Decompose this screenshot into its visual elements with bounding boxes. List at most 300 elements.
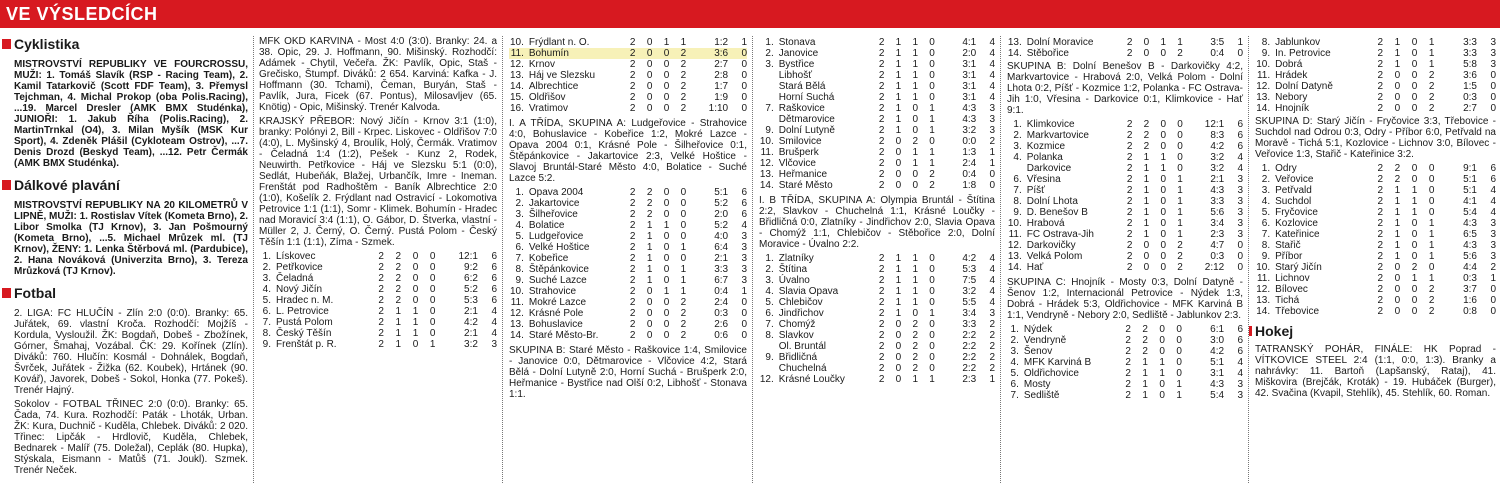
draws: 1 <box>1411 196 1418 207</box>
score: 6:7 <box>714 275 729 286</box>
wins: 1 <box>895 70 902 81</box>
points: 3 <box>1490 240 1496 251</box>
team-name: Bílovec <box>1275 284 1308 295</box>
position: 4. <box>1010 357 1019 368</box>
score: 3:1 <box>962 81 977 92</box>
draws: 1 <box>912 158 918 169</box>
column-6 <box>1248 36 1500 483</box>
table-row <box>1255 306 1496 317</box>
score: 3:2 <box>1210 152 1225 163</box>
table-row <box>1007 152 1243 163</box>
table-row <box>1007 368 1243 379</box>
played: 2 <box>1377 273 1384 284</box>
played: 2 <box>629 103 636 114</box>
losses: 0 <box>1176 368 1182 379</box>
table-row <box>1007 207 1243 218</box>
played: 2 <box>629 242 636 253</box>
position: 13. <box>759 169 774 180</box>
position: 8. <box>515 264 524 275</box>
played: 2 <box>878 59 885 70</box>
played: 2 <box>629 253 636 264</box>
table-row <box>509 308 747 319</box>
position: 3. <box>1010 346 1019 357</box>
points: 0 <box>1237 262 1243 273</box>
position <box>759 81 777 92</box>
losses: 1 <box>1177 196 1183 207</box>
score: 0:3 <box>1463 92 1477 103</box>
table-row <box>509 70 747 81</box>
score: 5:3 <box>464 295 478 306</box>
i-a-skupina-b-results: SKUPINA B: Staré Město - Raškovice 1:4, Smilovice - Janovice 0:0, Dětmarovice - Vlčovice 4:2, Stará Bělá - Dolní Lutyně 2:0, Horní Suchá - Brušperk 2:0, Heřmanice - Bystřice nad Olší 0:2, Libhošť - Stonava 1:1. <box>509 345 747 400</box>
played: 2 <box>629 92 636 103</box>
table-row <box>759 180 995 191</box>
points: 4 <box>989 37 995 48</box>
points: 0 <box>989 180 995 191</box>
points: 2 <box>989 352 995 363</box>
draws: 0 <box>1411 103 1418 114</box>
table-row <box>1007 37 1243 48</box>
wins: 0 <box>1143 262 1150 273</box>
points: 3 <box>1490 37 1496 48</box>
draws: 1 <box>663 37 670 48</box>
table-row <box>759 136 995 147</box>
table-row <box>1255 174 1496 185</box>
team-name: Vratimov <box>528 103 568 114</box>
table-row <box>759 297 995 308</box>
position: 9. <box>765 352 774 363</box>
team-name: Hnojník <box>1275 103 1310 114</box>
wins: 0 <box>646 70 653 81</box>
played: 2 <box>378 317 384 328</box>
table-row <box>1007 324 1243 335</box>
square-bullet-icon <box>1248 326 1252 336</box>
losses: 1 <box>1176 390 1182 401</box>
team-name: Krásné Pole <box>528 308 584 319</box>
losses: 0 <box>429 273 436 284</box>
i-b-skupina-c-table-part2 <box>1255 37 1496 114</box>
team-name: Slavia Opava <box>778 286 839 297</box>
score: 3:1 <box>962 70 977 81</box>
score: 4:2 <box>464 317 478 328</box>
score: 4:1 <box>962 37 977 48</box>
draws: 0 <box>663 330 670 341</box>
draws: 0 <box>1160 48 1166 59</box>
team-name: Úvalno <box>778 275 810 286</box>
table-row <box>1007 141 1243 152</box>
losses: 2 <box>1428 284 1435 295</box>
draws: 0 <box>658 48 675 59</box>
square-bullet-icon <box>2 288 11 298</box>
losses: 1 <box>1177 185 1183 196</box>
team-name: Oldřišov <box>528 92 566 103</box>
position: 13. <box>1256 295 1271 306</box>
table-row <box>759 81 995 92</box>
draws: 0 <box>412 273 419 284</box>
played: 2 <box>1125 335 1131 346</box>
team-name: Šenov <box>1023 346 1053 357</box>
draws: 0 <box>1159 390 1165 401</box>
team-name: Krásné Loučky <box>778 374 845 385</box>
played: 2 <box>1126 37 1133 48</box>
position: 2. <box>1013 130 1022 141</box>
table-row <box>1007 218 1243 229</box>
table-row <box>759 330 995 341</box>
position: 8. <box>765 330 774 341</box>
draws: 1 <box>912 92 918 103</box>
played: 2 <box>1377 37 1384 48</box>
position: 12. <box>759 374 774 385</box>
losses: 0 <box>929 264 935 275</box>
wins: 0 <box>646 59 653 70</box>
wins: 0 <box>641 48 658 59</box>
points: 0 <box>1490 81 1496 92</box>
points: 6 <box>741 209 747 220</box>
played: 2 <box>1126 207 1133 218</box>
losses: 0 <box>429 328 436 339</box>
draws: 0 <box>1159 324 1165 335</box>
draws: 0 <box>1411 306 1418 317</box>
score: 2:2 <box>962 352 977 363</box>
losses: 0 <box>1176 357 1182 368</box>
score: 1:8 <box>962 180 977 191</box>
wins: 0 <box>895 352 902 363</box>
wins: 0 <box>895 158 902 169</box>
played: 2 <box>1377 163 1384 174</box>
played: 2 <box>1125 346 1131 357</box>
position: 14. <box>509 81 524 92</box>
team-name: Lichnov <box>1275 273 1310 284</box>
score: 5:2 <box>714 198 729 209</box>
team-name: Dolní Moravice <box>1026 37 1094 48</box>
wins: 0 <box>895 319 902 330</box>
position: 12. <box>1256 284 1271 295</box>
wins: 1 <box>895 59 902 70</box>
losses: 2 <box>1177 262 1183 273</box>
points: 0 <box>741 81 747 92</box>
section-header-bar <box>0 0 1500 28</box>
table-row <box>1255 185 1496 196</box>
score: 2:1 <box>714 253 729 264</box>
losses: 0 <box>1177 141 1183 152</box>
losses: 1 <box>1428 229 1435 240</box>
table-row <box>509 264 747 275</box>
position: 9. <box>1261 48 1271 59</box>
score: 2:8 <box>714 70 729 81</box>
wins: 1 <box>646 220 653 231</box>
position: 14. <box>1256 306 1271 317</box>
wins: 1 <box>895 297 902 308</box>
played: 2 <box>1126 130 1133 141</box>
table-row <box>509 231 747 242</box>
score: 2:7 <box>714 59 729 70</box>
wins: 0 <box>895 330 902 341</box>
draws: 0 <box>1160 218 1166 229</box>
draws: 0 <box>1411 48 1418 59</box>
played: 2 <box>878 136 885 147</box>
wins: 1 <box>895 308 902 319</box>
position: 2. <box>515 198 524 209</box>
losses: 0 <box>929 330 935 341</box>
losses: 2 <box>680 308 687 319</box>
position: 14. <box>1256 103 1271 114</box>
draws: 0 <box>912 125 918 136</box>
draws: 0 <box>1159 346 1165 357</box>
team-name: Třebovice <box>1275 306 1320 317</box>
team-name: Vřesina <box>1026 174 1061 185</box>
draws: 0 <box>1160 207 1166 218</box>
position: 7. <box>262 317 271 328</box>
team-name: Břidličná <box>778 352 818 363</box>
draws: 1 <box>663 286 670 297</box>
wins: 2 <box>1394 174 1401 185</box>
losses: 2 <box>680 81 687 92</box>
position: 6. <box>1013 174 1022 185</box>
losses: 0 <box>1177 163 1183 174</box>
score: 5:4 <box>1210 390 1225 401</box>
table-row <box>1255 163 1496 174</box>
table-row <box>1255 295 1496 306</box>
points: 0 <box>741 70 747 81</box>
hockey-heading-label: Hokej <box>1255 323 1294 339</box>
losses: 0 <box>680 198 687 209</box>
played: 2 <box>878 92 885 103</box>
position: 2. <box>1261 174 1271 185</box>
points: 3 <box>1237 185 1243 196</box>
draws: 0 <box>1160 185 1166 196</box>
wins: 0 <box>1394 103 1401 114</box>
played: 2 <box>629 330 636 341</box>
wins: 1 <box>895 114 902 125</box>
wins: 0 <box>1394 262 1401 273</box>
points: 3 <box>1237 207 1243 218</box>
draws: 1 <box>1411 185 1418 196</box>
team-name: Strahovice <box>528 286 577 297</box>
losses: 1 <box>1428 48 1435 59</box>
position: 7. <box>1261 229 1271 240</box>
position: 13. <box>1256 92 1271 103</box>
losses: 1 <box>1428 251 1435 262</box>
points: 3 <box>989 308 995 319</box>
points: 6 <box>1237 324 1243 335</box>
draws: 0 <box>1411 229 1418 240</box>
points: 3 <box>741 264 747 275</box>
score: 5:3 <box>962 264 977 275</box>
points: 4 <box>989 81 995 92</box>
score: 5:1 <box>1210 357 1225 368</box>
points: 0 <box>741 308 747 319</box>
played: 2 <box>878 103 885 114</box>
losses: 2 <box>1428 306 1435 317</box>
position: 12. <box>1007 240 1022 251</box>
losses: 0 <box>929 275 935 286</box>
draws: 0 <box>663 242 670 253</box>
draws: 0 <box>663 231 670 242</box>
team-name: Frýdlant n. O. <box>528 37 590 48</box>
wins: 1 <box>395 317 402 328</box>
position: 12. <box>759 158 774 169</box>
team-name: Tichá <box>1275 295 1300 306</box>
position: 14. <box>759 180 774 191</box>
played: 2 <box>1126 251 1133 262</box>
wins: 0 <box>646 297 653 308</box>
team-name: Zlatníky <box>778 253 814 264</box>
points: 0 <box>1490 92 1496 103</box>
swimming-results: MISTROVSTVÍ REPUBLIKY NA 20 KILOMETRŮ V LIPNĚ, MUŽI: 1. Rostislav Vítek (Kometa Brno), 2. Libor Smolka (TJ Krnov), 3. Jan Pošmourný (Kometa Brno), ...5. Michael Mrůzek ml. (TJ Krnov), ŽENY: 1. Lenka Štěrbová ml. (Pardubice), 2. Hana Nováková (Univerzita Brno), 3. Tereza Mrůzková (TJ Krnov). <box>14 200 248 277</box>
played: 2 <box>878 330 885 341</box>
table-row <box>1255 273 1496 284</box>
played: 2 <box>1126 262 1133 273</box>
losses: 2 <box>1428 81 1435 92</box>
points: 4 <box>1237 163 1243 174</box>
position: 11. <box>510 297 524 308</box>
played: 2 <box>1377 48 1384 59</box>
position: 9. <box>1013 207 1022 218</box>
table-row <box>1255 48 1496 59</box>
points: 1 <box>1237 37 1243 48</box>
losses: 1 <box>929 147 935 158</box>
draws: 0 <box>1160 141 1166 152</box>
position: 7. <box>765 103 774 114</box>
position: 1. <box>1010 324 1019 335</box>
played: 2 <box>878 286 885 297</box>
played: 2 <box>1125 357 1131 368</box>
points: 3 <box>741 253 747 264</box>
played: 2 <box>1377 103 1384 114</box>
score: 0:4 <box>1210 48 1225 59</box>
table-row <box>509 103 747 114</box>
points: 4 <box>491 328 497 339</box>
draws: 2 <box>912 363 918 374</box>
position: 11. <box>1008 229 1022 240</box>
wins: 2 <box>395 295 402 306</box>
score: 4:2 <box>1210 141 1225 152</box>
wins: 0 <box>646 319 653 330</box>
wins: 0 <box>895 374 902 385</box>
team-name: Hať <box>1026 262 1044 273</box>
team-name: Klimkovice <box>1026 119 1075 130</box>
wins: 0 <box>895 147 902 158</box>
team-name: Heřmanice <box>778 169 828 180</box>
draws: 0 <box>1411 59 1418 70</box>
losses: 1 <box>1177 207 1183 218</box>
score: 0:3 <box>714 308 729 319</box>
team-name: Chomýž <box>778 319 816 330</box>
wins: 1 <box>1142 379 1148 390</box>
team-name: Stará Bělá <box>778 81 826 92</box>
points: 0 <box>1490 103 1496 114</box>
played: 2 <box>629 70 636 81</box>
losses: 0 <box>680 220 687 231</box>
krajsky-prebor-results: KRAJSKÝ PŘEBOR: Nový Jičín - Krnov 3:1 (1:0), branky: Polónyi 2, Bill - Krpec. Liskovec - Oldřišov 7:0 (4:0), L. Myšinský 4, Broulík, Holý, Čermák. Vratimov - Čeladná 1:4 (1:2), Pešek - Kunz 2, Rodek, Neuwirth. Petřkovice - Háj ve Slezsku 5:1 (0:0), Sedlát, Hubeňák, Blažej, Urbančík, Imre - Ineman. Frenštát pod Radhoštěm - Baník Albrechtice 2:0 (1:0), Košelík 2. Frýdlant nad Ostravicí - Lokomotiva Petrovice 1:1 (1:1), Somr - Klimek. Bohumín - Hradec nad Moravicí 3:4 (1:1), O. Gábor, D. Štverka, vlastní - Müller 2, J. Černý, O. Černý. Pustá Polom - Český Těšín 1:1 (1:1), Zíma - Szmek. <box>259 116 497 248</box>
table-row <box>509 187 747 198</box>
score: 5:6 <box>1463 251 1477 262</box>
score: 4:0 <box>714 231 729 242</box>
losses: 0 <box>1176 324 1182 335</box>
played: 2 <box>1377 262 1384 273</box>
score: 2:1 <box>464 328 478 339</box>
wins: 0 <box>646 92 653 103</box>
table-row <box>759 319 995 330</box>
wins: 1 <box>1394 207 1401 218</box>
losses: 2 <box>1177 48 1183 59</box>
team-name: Mokré Lazce <box>528 297 587 308</box>
table-row <box>509 48 747 59</box>
draws: 0 <box>1160 174 1166 185</box>
draws: 0 <box>1411 251 1418 262</box>
points: 3 <box>1490 229 1496 240</box>
points: 4 <box>989 59 995 70</box>
wins: 1 <box>395 306 402 317</box>
points: 1 <box>1490 273 1496 284</box>
table-row <box>1007 346 1243 357</box>
losses: 2 <box>680 92 687 103</box>
score: 3:7 <box>1463 284 1477 295</box>
losses: 1 <box>929 114 935 125</box>
points: 3 <box>1237 379 1243 390</box>
draws: 0 <box>1160 240 1166 251</box>
team-name: Opava 2004 <box>528 187 584 198</box>
played: 2 <box>1125 379 1131 390</box>
team-name: Štěpánkovice <box>528 264 589 275</box>
team-name: Petřvald <box>1275 185 1312 196</box>
played: 2 <box>624 48 641 59</box>
cycling-results: MISTROVSTVÍ REPUBLIKY VE FOURCROSSU, MUŽI: 1. Tomáš Slavík (RSP - Racing Team), 2. Kamil Tatarkovič (Scott FDF Team), 3. Přemysl Tejchman, 4. Michal Prokop (oba Polis.Racing), ...19. Marcel Dresler (AMK BMX Studénka), JUNIOŘI: 1. Jakub Říha (Polis.Racing), 2. MartinTrnkal (O4), 3. Milan Myšík (MSK Kur Sport), 4. Zdeněk Plášil (Cykloteam Ostrov), ...7. Denis Drozd (Beskyd Team), ...12. Petr Čermák (AMK BMX Studénka). <box>14 59 248 169</box>
points: 2 <box>989 330 995 341</box>
score: 1:3 <box>962 147 977 158</box>
points: 3 <box>491 339 497 350</box>
team-name: Suché Lazce <box>528 275 587 286</box>
position: 3. <box>765 59 774 70</box>
losses: 2 <box>680 319 687 330</box>
draws: 0 <box>412 262 419 273</box>
table-row <box>1007 196 1243 207</box>
draws: 0 <box>1411 240 1418 251</box>
wins: 0 <box>895 363 902 374</box>
draws: 1 <box>912 264 918 275</box>
position: 4. <box>1261 196 1271 207</box>
score: 5:2 <box>464 284 478 295</box>
position: 14. <box>1007 48 1022 59</box>
position <box>759 70 777 81</box>
team-name: Albrechtice <box>528 81 579 92</box>
played: 2 <box>629 37 636 48</box>
draws: 0 <box>412 284 419 295</box>
team-name: Dolní Lhota <box>1026 196 1078 207</box>
points: 6 <box>491 295 497 306</box>
wins: 2 <box>1143 130 1150 141</box>
team-name: Slavkov <box>778 330 814 341</box>
team-name: Ludgeřovice <box>528 231 584 242</box>
team-name: D. Benešov B <box>1026 207 1088 218</box>
team-name: Příbor <box>1275 251 1303 262</box>
draws: 0 <box>1160 229 1166 240</box>
wins: 0 <box>1143 251 1150 262</box>
column-5 <box>1000 36 1247 483</box>
table-row <box>759 70 995 81</box>
points: 6 <box>741 198 747 209</box>
draws: 0 <box>912 169 918 180</box>
played: 2 <box>878 275 885 286</box>
played: 2 <box>1126 174 1133 185</box>
position: 2. <box>262 262 271 273</box>
points: 4 <box>1490 207 1496 218</box>
points: 6 <box>491 284 497 295</box>
played: 2 <box>378 273 384 284</box>
team-name: Veřovice <box>1275 174 1314 185</box>
wins: 1 <box>1143 207 1150 218</box>
points: 6 <box>741 187 747 198</box>
table-row <box>1255 229 1496 240</box>
